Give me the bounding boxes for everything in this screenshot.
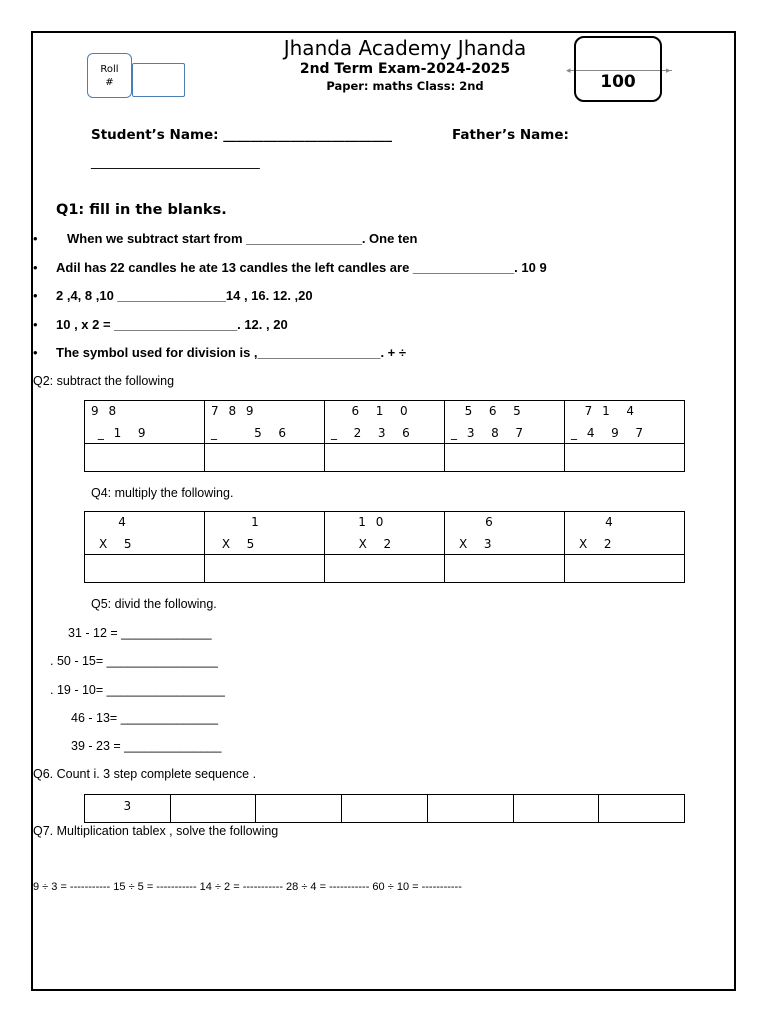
q5-item[interactable]: 46 - 13= ______________ <box>71 711 219 725</box>
q4-bottom: X 5 <box>99 537 135 551</box>
q4-answer-cell[interactable] <box>445 555 565 583</box>
school-name: Jhanda Academy Jhanda <box>283 36 527 60</box>
q1-item-text: 10 , x 2 = _________________. 12. , 20 <box>56 317 288 332</box>
q2-bottom: _ 3 8 7 <box>451 426 526 440</box>
q6-title: Q6. Count i. 3 step complete sequence . <box>33 767 257 781</box>
q2-title: Q2: subtract the following <box>33 374 175 388</box>
q5-item[interactable]: 31 - 12 = _____________ <box>68 626 212 640</box>
sequence-cell[interactable] <box>170 795 256 823</box>
q2-top: 5 6 5 <box>451 404 524 418</box>
q2-answer-cell[interactable] <box>85 444 205 472</box>
bullet-icon: • <box>33 260 38 275</box>
bullet-icon: • <box>33 345 38 360</box>
roll-number-field[interactable] <box>132 63 185 97</box>
q4-top: 4 <box>91 515 129 529</box>
q4-multiplication-table <box>84 511 685 583</box>
q5-item[interactable]: . 50 - 15= ________________ <box>50 654 218 668</box>
q2-problem <box>85 401 205 444</box>
q4-top: 1 <box>217 515 262 529</box>
q5-item[interactable]: . 19 - 10= _________________ <box>50 683 225 697</box>
q4-problem <box>565 512 685 555</box>
q4-problem <box>205 512 325 555</box>
q4-problem <box>445 512 565 555</box>
q1-item-text: 2 ,4, 8 ,10 _______________14 , 16. 12. ,20 <box>56 288 313 303</box>
q2-top: 7 1 4 <box>571 404 637 418</box>
q4-top: 6 <box>451 515 496 529</box>
roll-label: Roll <box>100 64 119 75</box>
q2-bottom: _ 2 3 6 <box>331 426 413 440</box>
q1-item <box>33 317 288 332</box>
q2-top: 7 8 9 <box>211 404 257 418</box>
q2-answer-cell[interactable] <box>325 444 445 472</box>
q4-answer-cell[interactable] <box>205 555 325 583</box>
q2-problem <box>565 401 685 444</box>
bullet-icon: • <box>33 231 38 246</box>
q1-item-text: Adil has 22 candles he ate 13 candles the left candles are ______________. 10 9 <box>56 260 547 275</box>
q4-bottom: X 5 <box>215 537 258 551</box>
q5-title: Q5: divid the following. <box>91 597 217 611</box>
q2-bottom: _ 4 9 7 <box>571 426 646 440</box>
sequence-cell[interactable] <box>599 795 685 823</box>
arrow-left-icon: ◂ <box>566 66 571 76</box>
q2-answer-cell[interactable] <box>445 444 565 472</box>
q1-item-text: When we subtract start from ________________. One ten <box>67 231 418 246</box>
q2-problem <box>325 401 445 444</box>
q4-top: 1 0 <box>331 515 387 529</box>
q1-item <box>33 231 418 246</box>
bullet-icon: • <box>33 317 38 332</box>
q4-top: 4 <box>571 515 616 529</box>
q4-answer-cell[interactable] <box>85 555 205 583</box>
q4-problem <box>85 512 205 555</box>
q1-item <box>33 260 547 275</box>
q2-bottom: _ 5 6 <box>211 426 289 440</box>
q7-division-problems[interactable]: 9 ÷ 3 = ----------- 15 ÷ 5 = ----------- 14 ÷ 2 = ----------- 28 ÷ 4 = ----------- 60 ÷ 10 = ----------- <box>33 881 462 893</box>
bullet-icon: • <box>33 288 38 303</box>
q2-answer-cell[interactable] <box>565 444 685 472</box>
q1-item-text: The symbol used for division is ,_________________. + ÷ <box>56 345 407 360</box>
sequence-cell[interactable] <box>513 795 599 823</box>
exam-title: 2nd Term Exam-2024-2025 <box>299 61 511 77</box>
q1-item <box>33 345 407 360</box>
q4-answer-cell[interactable] <box>325 555 445 583</box>
q2-top: 9 8 <box>91 404 120 418</box>
q5-item[interactable]: 39 - 23 = ______________ <box>71 739 222 753</box>
paper-class-line: Paper: maths Class: 2nd <box>326 79 484 93</box>
q2-subtraction-table <box>84 400 685 472</box>
sequence-cell[interactable] <box>342 795 428 823</box>
q4-title: Q4: multiply the following. <box>91 486 234 500</box>
q2-problem <box>205 401 325 444</box>
student-name-field[interactable]: Student’s Name: _________________________ <box>91 127 393 143</box>
q7-title: Q7. Multiplication tablex , solve the following <box>33 824 279 838</box>
father-name-field[interactable]: _________________________ <box>91 154 260 170</box>
total-marks-box <box>574 36 662 102</box>
q4-bottom: X 3 <box>459 537 495 551</box>
q2-top: 6 1 0 <box>331 404 411 418</box>
q4-bottom: X 2 <box>579 537 615 551</box>
q2-answer-cell[interactable] <box>205 444 325 472</box>
sequence-cell: 3 <box>85 795 171 823</box>
arrow-right-icon: ▸ <box>666 66 671 76</box>
q2-bottom: _ 1 9 <box>91 426 149 440</box>
q1-item <box>33 288 313 303</box>
q6-sequence-table <box>84 794 685 823</box>
q1-title: Q1: fill in the blanks. <box>56 202 227 218</box>
roll-hash: # <box>105 77 114 88</box>
roll-number-label-box <box>87 53 132 98</box>
sequence-cell[interactable] <box>427 795 513 823</box>
sequence-cell[interactable] <box>256 795 342 823</box>
father-name-label: Father’s Name: <box>452 127 569 143</box>
q4-answer-cell[interactable] <box>565 555 685 583</box>
q4-problem <box>325 512 445 555</box>
q2-problem <box>445 401 565 444</box>
total-marks: 100 <box>600 72 636 92</box>
q4-bottom: X 2 <box>345 537 395 551</box>
